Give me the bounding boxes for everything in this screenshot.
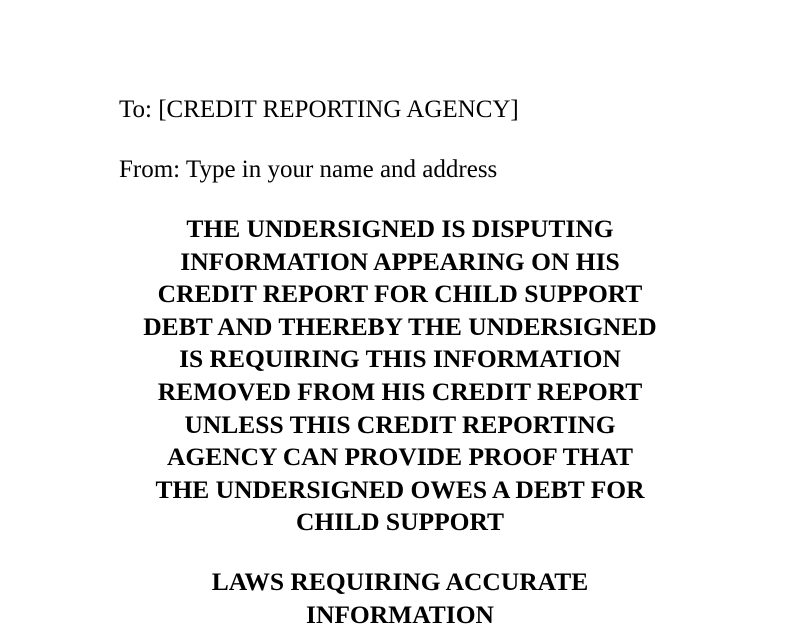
dispute-heading: [100, 213, 700, 539]
dispute-heading-line: DEBT AND THEREBY THE UNDERSIGNED: [143, 311, 657, 341]
laws-heading-line: INFORMATION: [306, 599, 494, 629]
sender-line: From: Type in your name and address: [119, 156, 498, 183]
dispute-heading-line: REMOVED FROM HIS CREDIT REPORT: [157, 376, 643, 406]
dispute-heading-line: THE UNDERSIGNED OWES A DEBT FOR: [155, 474, 645, 504]
dispute-heading-line: THE UNDERSIGNED IS DISPUTING: [186, 214, 614, 243]
dispute-heading-line: CHILD SUPPORT: [295, 507, 505, 537]
dispute-heading-line: AGENCY CAN PROVIDE PROOF THAT: [166, 442, 634, 472]
dispute-heading-line: INFORMATION APPEARING ON HIS: [180, 246, 620, 276]
laws-heading-line: LAWS REQUIRING ACCURATE: [211, 567, 589, 596]
recipient-line: To: [CREDIT REPORTING AGENCY]: [119, 96, 519, 123]
dispute-heading-line: IS REQUIRING THIS INFORMATION: [179, 344, 621, 374]
dispute-heading-line: UNLESS THIS CREDIT REPORTING: [184, 409, 616, 439]
dispute-heading-line: CREDIT REPORT FOR CHILD SUPPORT: [157, 279, 643, 309]
laws-heading: [100, 566, 700, 631]
